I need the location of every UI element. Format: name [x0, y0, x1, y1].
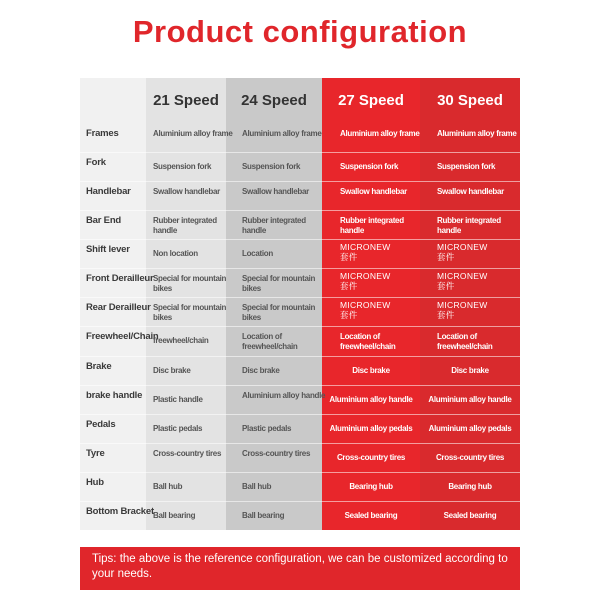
row-divider — [80, 385, 520, 386]
table-cell: Aluminium alloy pedals — [428, 424, 512, 433]
table-cell: MICRONEW 套件 — [340, 271, 391, 291]
header-21-speed: 21 Speed — [153, 92, 219, 109]
row-label: Tyre — [86, 448, 105, 459]
table-cell: Swallow handlebar — [340, 187, 407, 196]
table-cell: Aluminium alloy frame — [242, 129, 322, 138]
row-label: Freewheel/Chain — [86, 331, 159, 342]
table-cell: Aluminium alloy frame — [437, 129, 517, 138]
table-cell: Plastic handle — [153, 395, 203, 404]
table-cell: MICRONEW 套件 — [437, 242, 488, 262]
row-divider — [80, 326, 520, 327]
table-cell: MICRONEW 套件 — [437, 271, 488, 291]
table-cell: Rubber integrated handle — [153, 216, 217, 235]
row-divider — [80, 181, 520, 182]
table-cell: Special for mountain bikes — [153, 303, 227, 322]
page-title: Product configuration — [132, 14, 468, 49]
table-cell: Rubber integrated handle — [242, 216, 306, 235]
header-24-speed: 24 Speed — [241, 92, 307, 109]
table-cell: Disc brake — [242, 366, 280, 375]
row-divider — [80, 414, 520, 415]
row-label: Fork — [86, 157, 106, 168]
table-cell: Ball bearing — [153, 511, 196, 520]
table-cell: Disc brake — [153, 366, 191, 375]
row-label: Hub — [86, 477, 104, 488]
table-cell: Special for mountain bikes — [242, 303, 316, 322]
table-cell: MICRONEW 套件 — [340, 242, 391, 262]
table-cell: Sealed bearing — [443, 511, 497, 520]
row-divider — [80, 356, 520, 357]
table-cell: Location of freewheel/chain — [437, 332, 493, 351]
table-cell: freewheel/chain — [153, 336, 209, 345]
table-cell: Suspension fork — [242, 162, 301, 171]
row-label: brake handle — [86, 390, 143, 401]
header-30-speed: 30 Speed — [437, 92, 503, 109]
table-cell: Suspension fork — [340, 162, 399, 171]
table-cell: Aluminium alloy frame — [153, 129, 233, 138]
row-divider — [80, 268, 520, 269]
table-cell: Aluminium alloy frame — [340, 129, 420, 138]
table-cell: Ball hub — [242, 482, 272, 491]
table-cell: MICRONEW 套件 — [340, 300, 391, 320]
row-label: Bottom Bracket — [86, 506, 154, 517]
table-cell: Cross-country tires — [242, 449, 311, 458]
row-label: Front Derailleur — [86, 273, 154, 284]
row-divider — [80, 472, 520, 473]
table-cell: Plastic pedals — [242, 424, 292, 433]
table-cell: Swallow handlebar — [153, 187, 220, 196]
table-cell: Ball bearing — [242, 511, 285, 520]
table-cell: Location — [242, 249, 273, 258]
row-divider — [80, 239, 520, 240]
table-cell: Disc brake — [352, 366, 390, 375]
row-label: Handlebar — [86, 186, 131, 197]
table-cell: Disc brake — [451, 366, 489, 375]
table-cell: Rubber integrated handle — [340, 216, 404, 235]
row-divider — [80, 297, 520, 298]
table-cell: Aluminium alloy handle — [428, 395, 512, 404]
row-divider — [80, 501, 520, 502]
table-cell: Special for mountain bikes — [153, 274, 227, 293]
header-27-speed: 27 Speed — [338, 92, 404, 109]
row-label: Rear Derailleur — [86, 302, 151, 313]
table-cell: Sealed bearing — [344, 511, 398, 520]
table-cell: Swallow handlebar — [437, 187, 504, 196]
tips-banner: Tips: the above is the reference configuration, we can be customized according to your needs. — [80, 547, 520, 590]
table-cell: Bearing hub — [349, 482, 393, 491]
table-cell: Location of freewheel/chain — [242, 332, 298, 351]
row-divider — [80, 210, 520, 211]
table-cell: Cross-country tires — [435, 453, 505, 462]
table-cell: Cross-country tires — [336, 453, 406, 462]
table-cell: Plastic pedals — [153, 424, 203, 433]
table-cell: Location of freewheel/chain — [340, 332, 396, 351]
row-label: Frames — [86, 128, 119, 139]
row-divider — [80, 443, 520, 444]
table-cell: MICRONEW 套件 — [437, 300, 488, 320]
table-cell: Cross-country tires — [153, 449, 222, 458]
table-cell: Suspension fork — [437, 162, 496, 171]
table-cell: Suspension fork — [153, 162, 212, 171]
row-label: Brake — [86, 361, 112, 372]
table-cell: Aluminium alloy handle — [242, 391, 326, 400]
row-label: Shift lever — [86, 244, 130, 255]
table-cell: Ball hub — [153, 482, 183, 491]
table-cell: Rubber integrated handle — [437, 216, 501, 235]
table-cell: Swallow handlebar — [242, 187, 309, 196]
table-cell: Aluminium alloy handle — [329, 395, 413, 404]
table-cell: Special for mountain bikes — [242, 274, 316, 293]
row-label: Pedals — [86, 419, 116, 430]
table-cell: Aluminium alloy pedals — [329, 424, 413, 433]
table-cell: Bearing hub — [448, 482, 492, 491]
table-cell: Non location — [153, 249, 198, 258]
row-label: Bar End — [86, 215, 122, 226]
row-divider — [80, 152, 520, 153]
